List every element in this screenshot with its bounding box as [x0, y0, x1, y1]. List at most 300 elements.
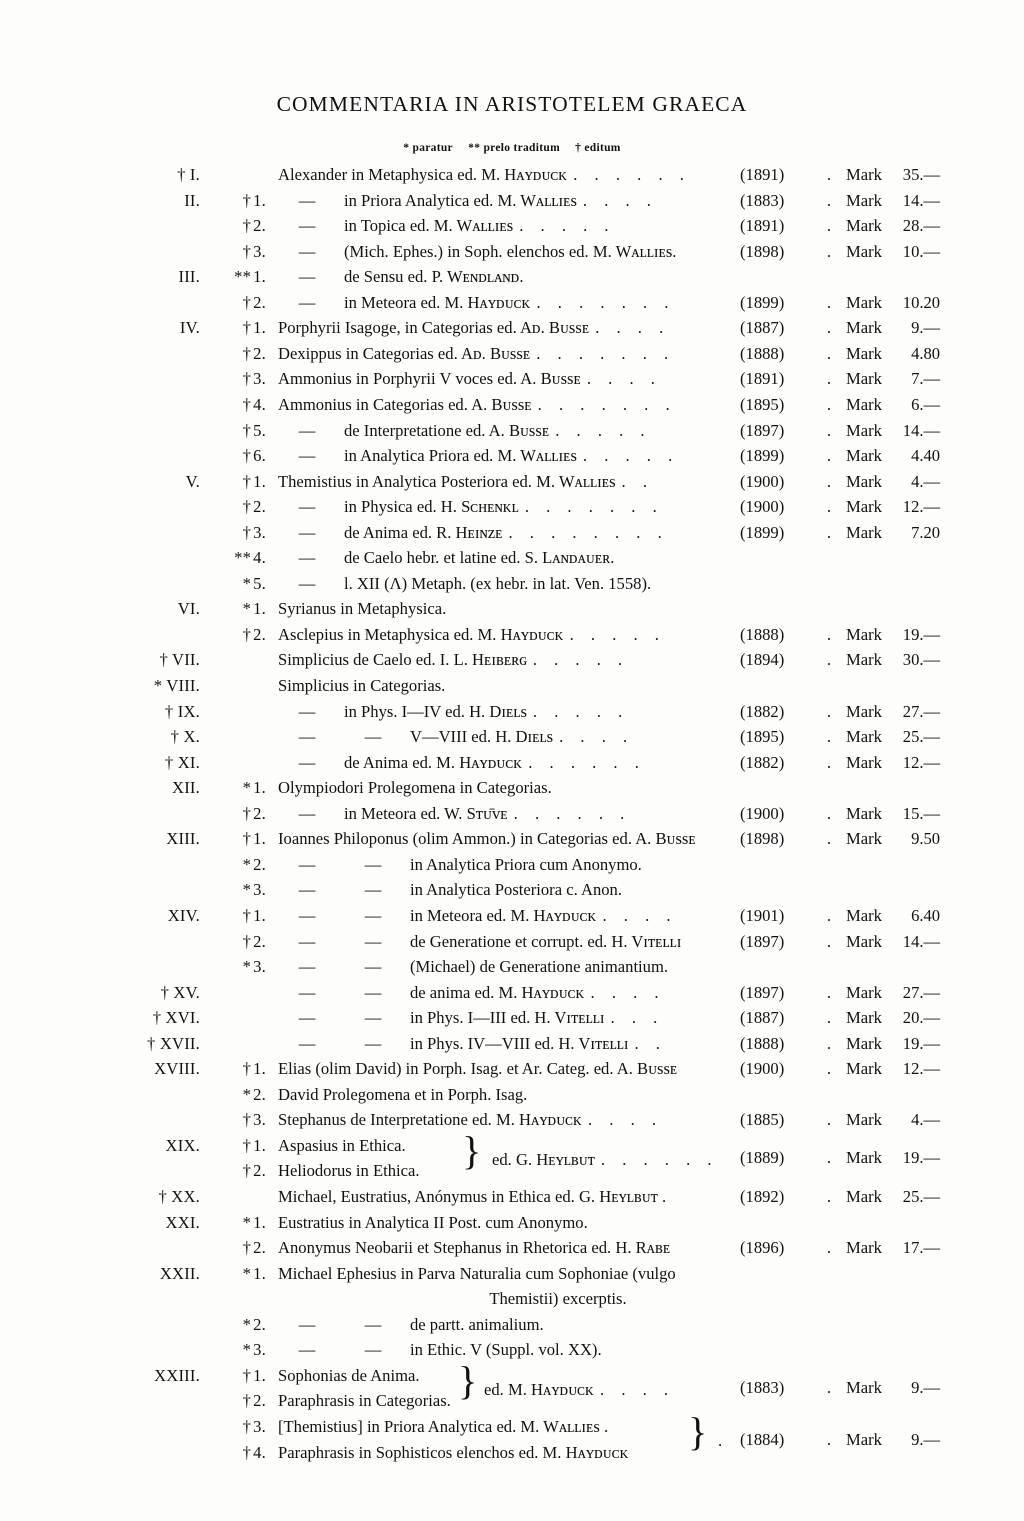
- editum-label: editum: [584, 142, 621, 154]
- currency-label: Mark: [846, 497, 882, 517]
- price: [846, 753, 966, 773]
- price: [846, 1110, 966, 1130]
- price: [846, 1059, 966, 1079]
- legend-prelo: [468, 142, 560, 154]
- volume-title-text: in Topica ed. M. Wᴀʟʟɪᴇs: [344, 216, 514, 236]
- price-separator-dot: .: [826, 446, 832, 466]
- status-marker-and-part: [204, 599, 266, 619]
- status-marker-and-part: [204, 1161, 266, 1181]
- listing-row: [92, 855, 942, 881]
- price: [846, 369, 966, 389]
- currency-label: Mark: [846, 522, 882, 542]
- volume-title-text: in Analytica Priora ed. M. Wᴀʟʟɪᴇs: [344, 446, 577, 466]
- price-separator-dot: .: [826, 752, 832, 772]
- status-marker-and-part: [204, 344, 266, 364]
- status-marker-and-part: [204, 446, 266, 466]
- ditto-dash: —: [298, 1008, 316, 1028]
- editum-icon: †: [242, 394, 252, 414]
- publication-year: (1891): [740, 369, 785, 389]
- listing-row: [92, 1187, 942, 1213]
- publication-year: (1897): [740, 982, 785, 1002]
- volume-title: [344, 242, 904, 262]
- volume-title-text: (Mich. Ephes.) in Soph. elenchos ed. M. Wᴀʟʟɪᴇs.: [344, 241, 677, 261]
- price-separator-dot: .: [826, 727, 832, 747]
- paratur-icon: *: [242, 573, 252, 593]
- price: [846, 829, 966, 849]
- leader-dots: . . . . . . .: [536, 343, 675, 363]
- leader-dots: . . . . .: [519, 216, 616, 236]
- volume-title-text: Simplicius de Caelo ed. I. L. Hᴇɪʙᴇʀɢ: [278, 650, 527, 670]
- part-number: 1.: [253, 318, 266, 338]
- price: [846, 1378, 966, 1398]
- ditto-dash: —: [298, 497, 316, 517]
- status-marker-and-part: [204, 421, 266, 441]
- volume-number: † XVII.: [146, 1033, 200, 1053]
- volume-title: [278, 1213, 838, 1233]
- volume-title-text: in Analytica Priora cum Anonymo.: [410, 854, 642, 874]
- ditto-dash: —: [298, 420, 316, 440]
- publication-year: (1891): [740, 165, 785, 184]
- publication-year: (1896): [740, 1238, 785, 1258]
- listing-row: [92, 548, 942, 574]
- volume-title-text: de partt. animalium.: [410, 1314, 544, 1334]
- status-marker-and-part: [204, 1366, 266, 1386]
- listing-row: [92, 753, 942, 779]
- price-separator-dot: .: [826, 650, 832, 670]
- leader-dots: . . . . . . . .: [508, 522, 669, 542]
- ditto-dash: —: [364, 1340, 382, 1360]
- price-separator-dot: .: [826, 394, 832, 414]
- publication-year: (1883): [740, 190, 785, 210]
- paratur-icon: *: [242, 1263, 252, 1283]
- price: [846, 1008, 966, 1028]
- part-number: 3.: [253, 880, 266, 900]
- volume-number: XVIII.: [154, 1059, 200, 1079]
- currency-label: Mark: [846, 905, 882, 925]
- publication-year: (1889): [740, 1148, 785, 1168]
- volume-number: † IX.: [164, 701, 200, 721]
- ditto-dash: —: [298, 267, 316, 287]
- listing-row: [92, 472, 942, 498]
- group-brace: }: [688, 1408, 708, 1454]
- price-amount: 4.—: [911, 1110, 941, 1130]
- paratur-icon: *: [242, 1212, 252, 1232]
- status-marker-and-part: [204, 1340, 266, 1360]
- price-amount: 30.—: [902, 650, 941, 670]
- price-amount: 35.—: [902, 165, 941, 184]
- currency-label: Mark: [846, 752, 882, 772]
- currency-label: Mark: [846, 1429, 882, 1449]
- listing-row: [92, 318, 942, 344]
- publication-year: (1898): [740, 241, 785, 261]
- publication-year: (1899): [740, 292, 785, 312]
- price-amount: 19.—: [902, 624, 941, 644]
- ditto-dash: —: [364, 1033, 382, 1053]
- volume-title-text: in Physica ed. H. Sᴄʜᴇɴᴋʟ: [344, 497, 519, 517]
- price-separator-dot: .: [826, 1148, 832, 1168]
- ditto-dash: —: [298, 905, 316, 925]
- legend-paratur: [403, 142, 453, 154]
- status-marker-and-part: [204, 267, 266, 287]
- status-marker-and-part: [204, 1085, 266, 1105]
- status-marker-and-part: [204, 548, 266, 568]
- leader-dots: . . . . . . .: [536, 292, 675, 312]
- currency-label: Mark: [846, 624, 882, 644]
- part-number: 2.: [253, 497, 266, 517]
- editum-icon: †: [242, 1442, 252, 1462]
- ditto-dash: —: [298, 854, 316, 874]
- price-separator-dot: .: [826, 497, 832, 517]
- editum-icon: †: [242, 931, 252, 951]
- part-number: 1.: [253, 778, 266, 798]
- editum-icon: †: [242, 241, 252, 261]
- ditto-dash: —: [298, 548, 316, 568]
- price: [846, 523, 966, 543]
- status-marker-and-part: [204, 1110, 266, 1130]
- price-separator-dot: .: [826, 1378, 832, 1398]
- symbol-legend: [0, 142, 1024, 154]
- status-marker-and-part: [204, 395, 266, 415]
- volume-number: † XVI.: [152, 1008, 200, 1028]
- price: [846, 472, 966, 492]
- group-brace: }: [462, 1127, 482, 1173]
- part-number: 1.: [253, 1212, 266, 1232]
- volume-title-text: Michael, Eustratius, Anónymus in Ethica ed. G. Hᴇʏʟʙᴜᴛ .: [278, 1187, 667, 1206]
- part-number: 1.: [253, 1059, 266, 1079]
- part-number: 1.: [253, 599, 266, 619]
- price: [846, 421, 966, 441]
- volume-title: [278, 778, 838, 798]
- volume-title-text: in Priora Analytica ed. M. Wᴀʟʟɪᴇs: [344, 190, 577, 210]
- price-separator-dot: .: [826, 931, 832, 951]
- publication-year: (1888): [740, 624, 785, 644]
- volume-number: VI.: [177, 599, 200, 619]
- ditto-dash: —: [298, 727, 316, 747]
- volume-title: [344, 267, 904, 287]
- volume-title-text: de Interpretatione ed. A. Bᴜssᴇ: [344, 420, 550, 440]
- volume-title-text: Elias (olim David) in Porph. Isag. et Ar. Categ. ed. A. Bᴜssᴇ: [278, 1059, 678, 1079]
- status-marker-and-part: [204, 829, 266, 849]
- volume-title-text: Heliodorus in Ethica.: [278, 1161, 420, 1181]
- part-number: 2.: [253, 931, 266, 951]
- editum-icon: †: [242, 1161, 252, 1181]
- status-marker-and-part: [204, 804, 266, 824]
- price-separator-dot: .: [826, 905, 832, 925]
- price: [846, 1430, 966, 1450]
- ditto-dash: —: [298, 573, 316, 593]
- listing-row: [92, 1008, 942, 1034]
- volume-title-continuation: Themistii) excerptis.: [489, 1289, 627, 1309]
- listing-row: [92, 191, 942, 217]
- status-marker-and-part: [204, 1238, 266, 1258]
- part-number: 1.: [253, 190, 266, 210]
- publication-year: (1882): [740, 701, 785, 721]
- leader-dots: . . . . . .: [513, 803, 631, 823]
- editum-icon: †: [242, 1416, 252, 1436]
- volume-title-text: in Analytica Posteriora c. Anon.: [410, 880, 622, 900]
- listing-row: [92, 497, 942, 523]
- status-marker-and-part: [204, 293, 266, 313]
- paratur-icon: *: [242, 1314, 252, 1334]
- ditto-dash: —: [298, 241, 316, 261]
- currency-label: Mark: [846, 931, 882, 951]
- price: [846, 497, 966, 517]
- listing-row: [92, 446, 942, 472]
- volume-title-text: de anima ed. M. Hᴀʏᴅᴜᴄᴋ: [410, 982, 585, 1002]
- leader-dots: . . . .: [600, 1379, 675, 1399]
- currency-label: Mark: [846, 982, 882, 1002]
- price: [846, 702, 966, 722]
- listing-row: [92, 395, 942, 421]
- listing-row: [92, 1238, 942, 1264]
- volume-title-text: Stephanus de Interpretatione ed. M. Hᴀʏᴅᴜᴄᴋ: [278, 1110, 582, 1130]
- currency-label: Mark: [846, 369, 882, 389]
- price-separator-dot: .: [826, 1187, 832, 1206]
- price-separator-dot: .: [826, 190, 832, 210]
- volume-number: † XI.: [164, 752, 200, 772]
- status-marker-and-part: [204, 369, 266, 389]
- volume-title-text: Asclepius in Metaphysica ed. M. Hᴀʏᴅᴜᴄᴋ: [278, 624, 564, 644]
- leader-dots: . .: [621, 471, 654, 491]
- ditto-dash: —: [298, 701, 316, 721]
- price: [846, 1034, 966, 1054]
- currency-label: Mark: [846, 727, 882, 747]
- ditto-dash: —: [298, 982, 316, 1002]
- price-separator-dot: .: [826, 420, 832, 440]
- price-separator-dot: .: [826, 522, 832, 542]
- price: [846, 932, 966, 952]
- listing-row: [92, 727, 942, 753]
- publication-year: (1895): [740, 394, 785, 414]
- ditto-dash: —: [298, 216, 316, 236]
- status-marker-and-part: [204, 1417, 266, 1437]
- part-number: 4.: [253, 548, 266, 568]
- volume-title-text: Paraphrasis in Categorias.: [278, 1391, 451, 1411]
- ditto-dash: —: [364, 1008, 382, 1028]
- group-editor-name: ed. M. Hᴀʏᴅᴜᴄᴋ: [484, 1379, 595, 1399]
- price-amount: 7.—: [911, 369, 941, 389]
- currency-label: Mark: [846, 1008, 882, 1028]
- listing-row: [92, 778, 942, 804]
- listing-row: [92, 1085, 942, 1111]
- ditto-dash: —: [364, 1314, 382, 1334]
- volume-title-text: Porphyrii Isagoge, in Categorias ed. Aᴅ. Bᴜssᴇ: [278, 318, 590, 338]
- status-marker-and-part: [204, 1264, 266, 1284]
- volume-number: XXII.: [159, 1263, 200, 1283]
- leader-dots: . . . . .: [555, 420, 652, 440]
- editum-icon: †: [242, 190, 252, 210]
- volume-title-text: (Michael) de Generatione animantium.: [410, 957, 669, 977]
- paratur-icon: *: [242, 957, 252, 977]
- volume-title-text: in Meteora ed. W. Sᴛᴜ̄ᴠᴇ: [344, 803, 508, 823]
- price-amount: 7.20: [911, 522, 941, 542]
- part-number: 2.: [253, 854, 266, 874]
- ditto-dash: —: [364, 931, 382, 951]
- currency-label: Mark: [846, 803, 882, 823]
- volume-number: XXIII.: [154, 1365, 200, 1385]
- price-separator-dot: .: [826, 1008, 832, 1028]
- status-marker-and-part: [204, 1213, 266, 1233]
- part-number: 1.: [253, 1365, 266, 1385]
- ditto-dash: —: [298, 1314, 316, 1334]
- editum-icon: †: [242, 1135, 252, 1155]
- volume-title: [278, 676, 838, 696]
- part-number: 2.: [253, 292, 266, 312]
- price-separator-dot: .: [826, 343, 832, 363]
- listing-row: [92, 650, 942, 676]
- volume-title-text: Ioannes Philoponus (olim Ammon.) in Categorias ed. A. Bᴜssᴇ: [278, 829, 696, 849]
- group-brace: }: [458, 1357, 478, 1403]
- status-marker-and-part: [204, 778, 266, 798]
- part-number: 5.: [253, 573, 266, 593]
- price-separator-dot: .: [826, 803, 832, 823]
- editum-icon: †: [242, 522, 252, 542]
- volume-title-text: in Meteora ed. M. Hᴀʏᴅᴜᴄᴋ: [344, 292, 531, 312]
- paratur-icon: *: [242, 1340, 252, 1360]
- price-amount: 12.—: [902, 497, 941, 517]
- volume-number: IV.: [179, 318, 200, 338]
- price-amount: 4.—: [911, 471, 941, 491]
- part-number: 5.: [253, 420, 266, 440]
- editum-icon: †: [242, 471, 252, 491]
- price-amount: 27.—: [902, 982, 941, 1002]
- price: [846, 650, 966, 670]
- price: [846, 242, 966, 262]
- price: [846, 1148, 966, 1168]
- prelo-label: prelo traditum: [483, 142, 560, 154]
- price: [846, 446, 966, 466]
- listing-row: [92, 932, 942, 958]
- publication-year: (1898): [740, 829, 785, 849]
- status-marker-and-part: [204, 880, 266, 900]
- publication-year: (1884): [740, 1429, 785, 1449]
- currency-label: Mark: [846, 394, 882, 414]
- prelo-traditum-icon: **: [234, 548, 252, 568]
- volume-title-text: Dexippus in Categorias ed. Aᴅ. Bᴜssᴇ: [278, 343, 531, 363]
- leader-dots: . . . .: [590, 982, 666, 1002]
- price-separator-dot: .: [826, 982, 832, 1002]
- part-number: 1.: [253, 905, 266, 925]
- currency-label: Mark: [846, 471, 882, 491]
- listing-row: [92, 702, 942, 728]
- price-amount: 20.—: [902, 1008, 941, 1028]
- price-amount: 15.—: [902, 803, 941, 823]
- status-marker-and-part: [204, 242, 266, 262]
- leader-dots: . . . . . .: [528, 752, 646, 772]
- leader-dots: . . . .: [588, 1110, 663, 1130]
- listing-row: [92, 1429, 942, 1469]
- volume-title: [344, 191, 904, 211]
- listing-row: [92, 165, 942, 191]
- price-amount: 10.20: [902, 292, 941, 312]
- price-amount: 25.—: [902, 1187, 941, 1206]
- prelo-symbol: **: [468, 142, 481, 154]
- leader-dots: . . .: [610, 1008, 664, 1028]
- price-amount: 27.—: [902, 701, 941, 721]
- volume-title-text: Paraphrasis in Sophisticos elenchos ed. M. Hᴀʏᴅᴜᴄᴋ: [278, 1442, 629, 1462]
- ditto-dash: —: [298, 446, 316, 466]
- volume-title-text: de Generatione et corrupt. ed. H. Vɪᴛᴇʟʟɪ: [410, 931, 682, 951]
- volume-title-text: Ammonius in Porphyrii V voces ed. A. Bᴜssᴇ: [278, 369, 581, 389]
- editum-icon: †: [242, 369, 252, 389]
- prelo-traditum-icon: **: [234, 267, 252, 287]
- volume-title-text: Michael Ephesius in Parva Naturalia cum Sophoniae (vulgo: [278, 1263, 676, 1283]
- listing-row: [92, 599, 942, 625]
- part-number: 2.: [253, 343, 266, 363]
- volume-title-text: de Caelo hebr. et latine ed. S. Lᴀɴᴅᴀᴜᴇʀ.: [344, 548, 615, 568]
- status-marker-and-part: [204, 957, 266, 977]
- publication-year: (1900): [740, 1059, 785, 1079]
- volume-title-text: David Prolegomena et in Porph. Isag.: [278, 1084, 528, 1104]
- volume-number: III.: [178, 267, 200, 287]
- ditto-dash: —: [298, 1340, 316, 1360]
- price-amount: 25.—: [902, 727, 941, 747]
- price: [846, 906, 966, 926]
- publication-year: (1899): [740, 522, 785, 542]
- publication-year: (1899): [740, 446, 785, 466]
- part-number: 2.: [253, 1314, 266, 1334]
- part-number: 2.: [253, 1161, 266, 1181]
- listing-row: [92, 1213, 942, 1239]
- volume-title: [344, 753, 904, 773]
- part-number: 3.: [253, 522, 266, 542]
- currency-label: Mark: [846, 829, 882, 849]
- paratur-label: paratur: [412, 142, 453, 154]
- legend-editum: [575, 142, 621, 154]
- volume-title-text: Simplicius in Categorias.: [278, 676, 446, 695]
- price: [846, 727, 966, 747]
- paratur-icon: *: [242, 778, 252, 798]
- volume-title-text: in Phys. I—IV ed. H. Dɪᴇʟs: [344, 701, 527, 721]
- leader-dots: . . . . . .: [600, 1149, 719, 1169]
- publication-year: (1897): [740, 420, 785, 440]
- volume-title-text: de Anima ed. M. Hᴀʏᴅᴜᴄᴋ: [344, 752, 523, 772]
- price-amount: 17.—: [902, 1238, 941, 1258]
- volume-number: † I.: [177, 165, 200, 184]
- ditto-dash: —: [298, 522, 316, 542]
- part-number: 2.: [253, 624, 266, 644]
- price-separator-dot: .: [826, 829, 832, 849]
- price-separator-dot: .: [826, 701, 832, 721]
- group-editor-label: [484, 1380, 675, 1400]
- currency-label: Mark: [846, 216, 882, 236]
- volume-title-text: Syrianus in Metaphysica.: [278, 599, 447, 619]
- volume-number: † XX.: [158, 1187, 200, 1206]
- editum-icon: †: [242, 1059, 252, 1079]
- leader-dots: . . . . . . .: [524, 497, 664, 517]
- listing-row: [92, 293, 942, 319]
- currency-label: Mark: [846, 343, 882, 363]
- volume-number: V.: [185, 471, 200, 491]
- part-number: 1.: [253, 1135, 266, 1155]
- leader-dots: . . . . . .: [573, 165, 691, 184]
- group-editor-label: [492, 1150, 718, 1170]
- publication-year: (1887): [740, 318, 785, 338]
- paratur-symbol: *: [403, 142, 410, 154]
- volume-title: [410, 880, 970, 900]
- publication-year: (1882): [740, 752, 785, 772]
- price-amount: 19.—: [902, 1033, 941, 1053]
- listing-row: [92, 242, 942, 268]
- part-number: 2.: [253, 1391, 266, 1411]
- price: [846, 344, 966, 364]
- ditto-dash: —: [298, 1033, 316, 1053]
- price-amount: 14.—: [902, 420, 941, 440]
- volume-title-text: Ammonius in Categorias ed. A. Bᴜssᴇ: [278, 394, 532, 414]
- volume-title: [278, 599, 838, 619]
- publication-year: (1883): [740, 1378, 785, 1398]
- status-marker-and-part: [204, 1391, 266, 1411]
